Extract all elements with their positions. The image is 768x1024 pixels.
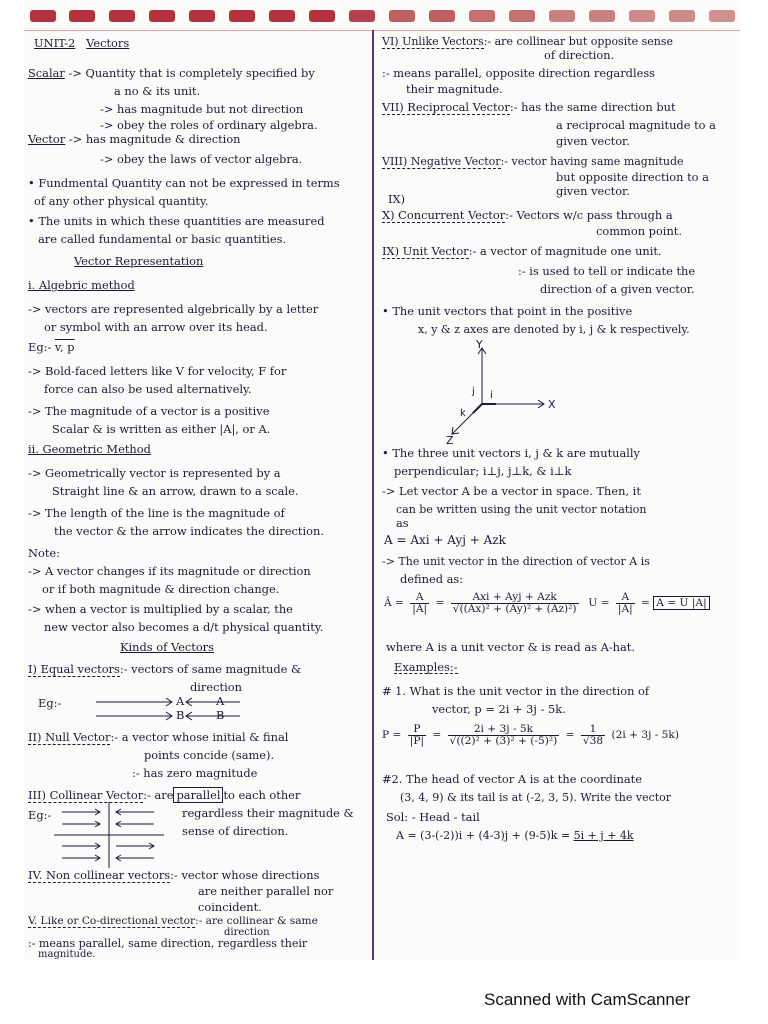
text-line: new vector also becomes a d/t physical quantity.	[44, 620, 324, 634]
text-line: Sol: - Head - tail	[386, 810, 480, 824]
text-line: :- means parallel, same direction, regardless their	[28, 937, 308, 950]
text-line: • The unit vectors that point in the positive	[382, 304, 633, 318]
text-line: of direction.	[544, 48, 615, 62]
text-line: a no & its unit.	[114, 84, 201, 98]
text-line: # 1. What is the unit vector in the direction of	[382, 684, 650, 698]
axes-diagram	[432, 340, 562, 444]
text-line: magnitude.	[38, 949, 96, 960]
subsection-heading: i. Algebric method	[28, 278, 135, 292]
text-line: -> The magnitude of a vector is a positive	[28, 404, 270, 418]
example2-solution: A = (3-(-2))i + (4-3)j + (9-5)k = 5i + j + 4k	[396, 829, 634, 842]
text-line: IX)	[388, 192, 406, 206]
text-line: as	[396, 516, 409, 530]
text-line: where A is a unit vector & is read as A-hat.	[386, 640, 635, 654]
equal-vectors-def: I) Equal vectors:- vectors of same magnitude &	[28, 662, 302, 676]
section-heading: Kinds of Vectors	[120, 640, 214, 654]
text-line: direction	[224, 927, 270, 938]
example-label: Eg:-	[28, 808, 52, 822]
subsection-heading: ii. Geometric Method	[28, 442, 151, 456]
section-heading: Vector Representation	[74, 254, 204, 268]
axis-y-label: Y	[476, 340, 483, 351]
text-line: regardless their magnitude &	[182, 806, 354, 820]
text-line: x, y & z axes are denoted by i, j & k respectively.	[418, 323, 690, 336]
vector-label: B	[216, 708, 225, 722]
text-line: given vector.	[556, 184, 630, 198]
text-line: the vector & the arrow indicates the direction.	[54, 524, 324, 538]
axis-k-label: k	[460, 408, 466, 419]
null-vector-def: II) Null Vector:- a vector whose initial & final	[28, 730, 289, 744]
unit-heading: UNIT-2 Vectors	[34, 36, 130, 50]
text-line: coincident.	[198, 900, 262, 914]
scanner-watermark: Scanned with CamScanner	[483, 990, 690, 1009]
text-line: can be written using the unit vector notation	[396, 503, 647, 516]
text-line: -> vectors are represented algebrically by a letter	[28, 302, 319, 316]
scalar-def: Scalar -> Quantity that is completely specified by	[28, 66, 315, 80]
spiral-binding	[24, 10, 740, 24]
text-line: -> has magnitude but not direction	[100, 102, 304, 116]
text-line: perpendicular; i⊥j, j⊥k, & i⊥k	[394, 464, 572, 478]
example1-solution: P = $\frac{P}{|P|}$ = $\frac{2i + 3j - 5k}{\text{√((2)² + (3)² + (-5)²)}}$ = $\frac{1}{√38}$ (2i + 3j - 5k)	[382, 723, 679, 747]
axis-x-label: X	[548, 398, 556, 411]
text-line: are neither parallel nor	[198, 884, 334, 898]
margin-line	[24, 30, 740, 31]
text-line: of any other physical quantity.	[34, 194, 209, 208]
text-line: Scalar & is written as either |A|, or A.	[52, 422, 271, 436]
text-line: -> Geometrically vector is represented by a	[28, 466, 281, 480]
notebook-page	[24, 0, 740, 960]
note-label: Note:	[28, 546, 60, 560]
text-line: defined as:	[400, 572, 464, 586]
text-line: • The three unit vectors i, j & k are mutually	[382, 446, 640, 460]
text-line: :- means parallel, opposite direction regardless	[382, 66, 656, 80]
unit-vector-def: IX) Unit Vector:- a vector of magnitude one unit.	[382, 244, 662, 258]
unit-vector-formula: Â = $\frac{A}{|A|}$ = $\frac{\text{Axi + Ayj + Azk}}{\text{√((Ax)² + (Ay)² + (Az)²)}}$ U = $\frac{A}{|A|}$ = A = U |A|	[384, 592, 710, 614]
non-collinear-def: IV. Non collinear vectors:- vector whose directions	[28, 868, 320, 882]
collinear-def: III) Collinear Vector:- are parallel to each other	[28, 788, 301, 802]
text-line: common point.	[596, 224, 682, 238]
vector-def: Vector -> has magnitude & direction	[28, 132, 241, 146]
text-line: a reciprocal magnitude to a	[556, 118, 716, 132]
text-line: -> A vector changes if its magnitude or direction	[28, 564, 311, 578]
text-line: -> obey the roles of ordinary algebra.	[100, 118, 318, 132]
text-line: #2. The head of vector A is at the coordinate	[382, 772, 642, 786]
vector-label: A	[216, 694, 225, 708]
text-line: given vector.	[556, 134, 630, 148]
text-line: -> Bold-faced letters like V for velocity, F for	[28, 364, 287, 378]
examples-heading: Examples:-	[394, 660, 458, 674]
axis-j-label: j	[472, 386, 475, 397]
unlike-vectors-def: VI) Unlike Vectors:- are collinear but opposite sense	[382, 35, 674, 48]
text-line: points concide (same).	[144, 748, 275, 762]
text-line: -> The unit vector in the direction of vector A is	[382, 555, 650, 568]
collinear-diagram	[54, 802, 164, 868]
text-line: vector, p = 2i + 3j - 5k.	[432, 702, 566, 716]
text-line: -> when a vector is multiplied by a scalar, the	[28, 602, 293, 616]
vector-label: A	[176, 694, 185, 708]
text-line: sense of direction.	[182, 824, 289, 838]
concurrent-def: X) Concurrent Vector:- Vectors w/c pass through a	[382, 208, 673, 222]
text-line: or if both magnitude & direction change.	[42, 582, 280, 596]
axis-i-label: i	[490, 390, 493, 401]
text-line: • Fundmental Quantity can not be expressed in terms	[28, 176, 340, 190]
text-line: their magnitude.	[406, 82, 503, 96]
vector-notation: A = Axi + Ayj + Azk	[384, 533, 506, 547]
vector-label: B	[176, 708, 185, 722]
negative-def: VIII) Negative Vector:- vector having same magnitude	[382, 155, 684, 168]
text-line: or symbol with an arrow over its head.	[44, 320, 268, 334]
text-line: -> obey the laws of vector algebra.	[100, 152, 303, 166]
text-line: direction of a given vector.	[540, 282, 695, 296]
text-line: :- has zero magnitude	[132, 766, 258, 780]
text-line: :- is used to tell or indicate the	[518, 264, 696, 278]
column-divider	[372, 30, 374, 960]
text-line: -> Let vector A be a vector in space. Then, it	[382, 484, 641, 498]
text-line: Straight line & an arrow, drawn to a scale.	[52, 484, 299, 498]
text-line: are called fundamental or basic quantities.	[38, 232, 287, 246]
text-line: -> The length of the line is the magnitude of	[28, 506, 285, 520]
axis-z-label: Z	[446, 434, 454, 444]
text-line: but opposite direction to a	[556, 170, 709, 184]
text-line: direction	[190, 680, 242, 694]
text-line: (3, 4, 9) & its tail is at (-2, 3, 5). Write the vector	[400, 791, 672, 804]
text-line: force can also be used alternatively.	[44, 382, 252, 396]
example-label: Eg:-	[38, 696, 62, 710]
example-line: Eg:- v, p	[28, 340, 75, 354]
text-line: • The units in which these quantities are measured	[28, 214, 325, 228]
like-vector-def: V. Like or Co-directional vector:- are collinear & same	[28, 915, 318, 927]
reciprocal-def: VII) Reciprocal Vector:- has the same direction but	[382, 100, 676, 114]
